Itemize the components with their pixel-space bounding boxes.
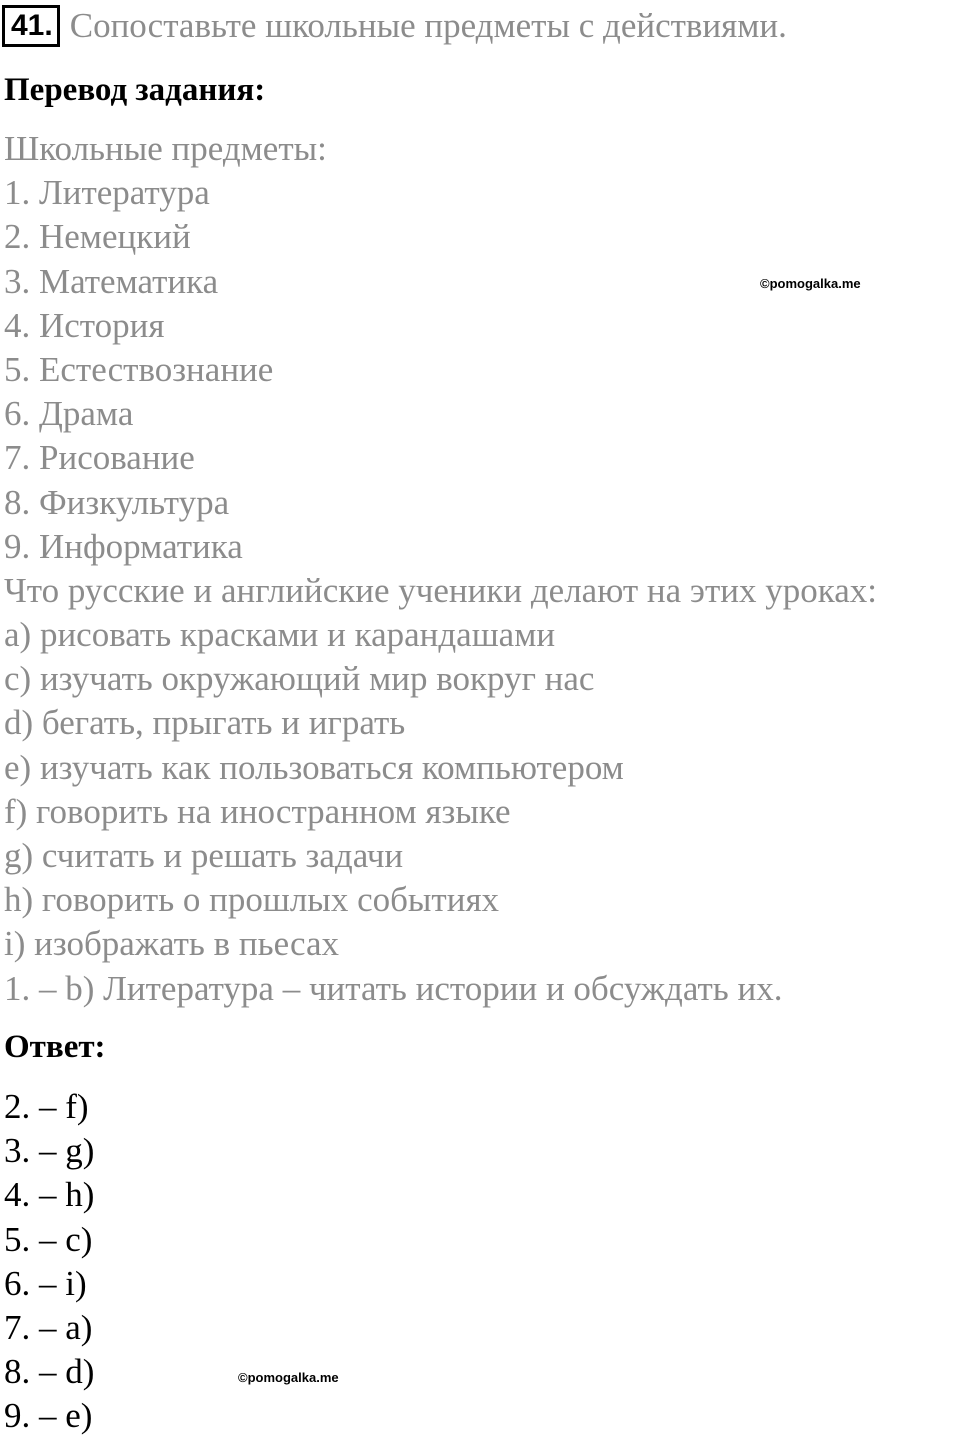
subjects-heading: Школьные предметы: bbox=[4, 129, 327, 168]
translation-heading: Перевод задания: bbox=[4, 72, 266, 108]
answer-heading: Ответ: bbox=[4, 1029, 106, 1065]
task-number: 41. bbox=[2, 5, 60, 47]
watermark: ©pomogalka.me bbox=[760, 276, 861, 291]
subject-item: 5. Естествознание bbox=[4, 349, 274, 389]
task-header bbox=[2, 4, 787, 48]
subject-item: 9. Информатика bbox=[4, 526, 243, 566]
example-line: 1. – b) Литература – читать истории и обсуждать их. bbox=[4, 968, 783, 1008]
action-item: c) изучать окружающий мир вокруг нас bbox=[4, 659, 595, 699]
answer-item: 7. – a) bbox=[4, 1307, 93, 1347]
action-item: d) бегать, прыгать и играть bbox=[4, 703, 406, 743]
answer-item: 2. – f) bbox=[4, 1087, 89, 1126]
answer-item: 3. – g) bbox=[4, 1131, 95, 1171]
action-item: i) изображать в пьесах bbox=[4, 924, 340, 964]
subject-item: 8. Физкультура bbox=[4, 482, 230, 522]
answer-item: 9. – e) bbox=[4, 1396, 93, 1436]
subject-item: 1. Литература bbox=[4, 173, 210, 213]
subject-item: 4. История bbox=[4, 305, 165, 345]
actions-heading: Что русские и английские ученики делают на этих уроках: bbox=[4, 570, 877, 610]
subject-item: 2. Немецкий bbox=[4, 217, 191, 257]
answer-item: 6. – i) bbox=[4, 1263, 87, 1303]
subject-item: 3. Математика bbox=[4, 261, 219, 301]
action-item: a) рисовать красками и карандашами bbox=[4, 615, 556, 655]
answer-item: 8. – d) bbox=[4, 1352, 95, 1392]
answer-item: 4. – h) bbox=[4, 1175, 95, 1215]
subject-item: 7. Рисование bbox=[4, 438, 195, 478]
action-item: g) считать и решать задачи bbox=[4, 836, 404, 875]
translation-body bbox=[4, 127, 960, 1011]
answer-list bbox=[4, 1085, 94, 1439]
action-item: h) говорить о прошлых событиях bbox=[4, 880, 500, 920]
watermark: ©pomogalka.me bbox=[238, 1370, 339, 1385]
answer-item: 5. – c) bbox=[4, 1219, 93, 1259]
task-title: Сопоставьте школьные предметы с действиями. bbox=[69, 6, 787, 45]
subject-item: 6. Драма bbox=[4, 394, 134, 434]
action-item: e) изучать как пользоваться компьютером bbox=[4, 747, 624, 787]
action-item: f) говорить на иностранном языке bbox=[4, 791, 511, 831]
